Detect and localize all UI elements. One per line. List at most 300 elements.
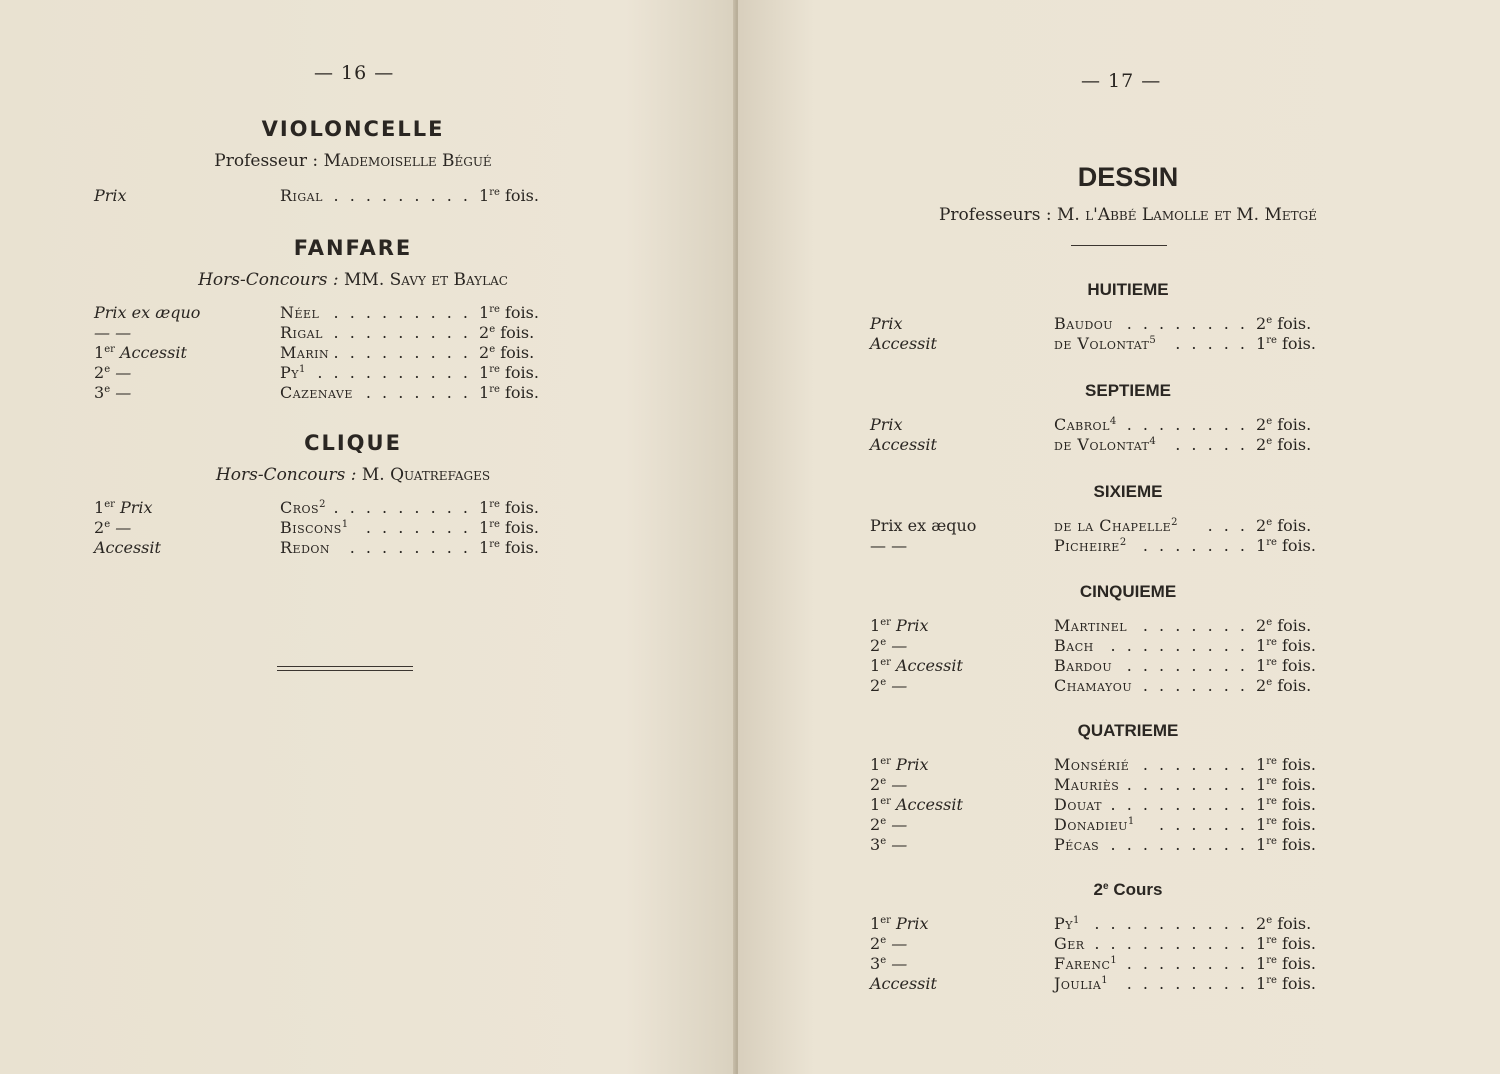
heading-fanfare: FANFARE bbox=[293, 236, 413, 260]
times-word: fois. bbox=[1281, 334, 1316, 353]
student-name-text: Martinel bbox=[1054, 616, 1128, 635]
times-suffix: re bbox=[1266, 975, 1277, 986]
award-row bbox=[94, 538, 554, 558]
award-row bbox=[870, 616, 1330, 636]
award-row bbox=[870, 536, 1330, 556]
student-footnote: 4 bbox=[1149, 436, 1157, 447]
award-row bbox=[870, 974, 1330, 994]
right-page bbox=[738, 0, 1500, 1074]
professor-label: Professeur : bbox=[214, 151, 319, 171]
times-suffix: re bbox=[1266, 335, 1277, 346]
times-suffix: e bbox=[489, 324, 496, 335]
award-label-text: — bbox=[891, 815, 908, 834]
award-rank-suffix: er bbox=[880, 756, 891, 767]
times-suffix: re bbox=[1266, 657, 1277, 668]
student-name bbox=[280, 518, 349, 537]
times-count bbox=[1256, 676, 1311, 695]
divider-rule-lower bbox=[277, 670, 413, 671]
award-label bbox=[870, 755, 929, 774]
times-word: fois. bbox=[1281, 656, 1316, 675]
student-name bbox=[1054, 775, 1119, 794]
times-word: fois. bbox=[504, 498, 539, 517]
award-label-text: — bbox=[115, 518, 132, 537]
times-word: fois. bbox=[1281, 536, 1316, 555]
leader-dots: . . . . . bbox=[1175, 435, 1248, 454]
heading-dessin: DESSIN bbox=[1077, 162, 1179, 192]
clique-hors-concours bbox=[120, 465, 586, 485]
heading-text: SIXIEME bbox=[1093, 482, 1163, 501]
times-count bbox=[479, 323, 534, 342]
student-name-text: Mauriès bbox=[1054, 775, 1120, 794]
award-row bbox=[870, 334, 1330, 354]
student-footnote: 4 bbox=[1109, 416, 1117, 427]
student-name-text: Biscons bbox=[280, 518, 342, 537]
times-count bbox=[479, 498, 539, 517]
times-word: fois. bbox=[1277, 914, 1312, 933]
student-name bbox=[1054, 516, 1178, 535]
times-number: 1 bbox=[1256, 934, 1267, 953]
student-name bbox=[280, 186, 323, 205]
student-name bbox=[1054, 656, 1112, 675]
award-rank-suffix: e bbox=[880, 935, 887, 946]
heading-text: QUATRIEME bbox=[1077, 721, 1179, 740]
student-name bbox=[1054, 435, 1156, 454]
award-label-text: Accessit bbox=[870, 974, 937, 993]
times-number: 1 bbox=[1256, 775, 1267, 794]
award-row bbox=[94, 383, 554, 403]
section-heading bbox=[968, 721, 1288, 741]
award-label bbox=[870, 795, 963, 814]
heading-number: 2 bbox=[1093, 880, 1104, 899]
section-heading bbox=[968, 280, 1288, 300]
times-count bbox=[479, 538, 539, 557]
award-rank-number: 1 bbox=[870, 656, 881, 675]
student-name bbox=[1054, 334, 1156, 353]
student-name bbox=[1054, 314, 1113, 333]
award-row bbox=[870, 415, 1330, 435]
times-count bbox=[1256, 516, 1311, 535]
times-suffix: re bbox=[489, 304, 500, 315]
student-name bbox=[280, 323, 323, 342]
times-word: fois. bbox=[1281, 636, 1316, 655]
times-number: 1 bbox=[1256, 835, 1267, 854]
award-label bbox=[870, 775, 907, 794]
student-name bbox=[280, 363, 306, 382]
times-count bbox=[1256, 314, 1311, 333]
award-label bbox=[870, 616, 929, 635]
award-rank-number: 1 bbox=[94, 498, 105, 517]
award-row bbox=[870, 676, 1330, 696]
hors-concours-label: Hors-Concours : bbox=[198, 270, 339, 290]
award-rank-suffix: e bbox=[880, 677, 887, 688]
times-number: 2 bbox=[479, 323, 490, 342]
times-suffix: re bbox=[489, 364, 500, 375]
student-name-text: Baudou bbox=[1054, 314, 1114, 333]
section-heading bbox=[968, 482, 1288, 502]
divider-rule-upper bbox=[277, 666, 413, 667]
award-rank-number: 2 bbox=[94, 363, 105, 382]
award-row bbox=[870, 815, 1330, 835]
student-name-text: de Volontat bbox=[1054, 334, 1150, 353]
hors-concours-names: M. Quatrefages bbox=[361, 465, 491, 485]
times-word: fois. bbox=[1277, 435, 1312, 454]
award-rank-suffix: e bbox=[880, 955, 887, 966]
times-count bbox=[479, 383, 539, 402]
award-label bbox=[94, 363, 131, 382]
leader-dots: . . . . . . . . . bbox=[1110, 835, 1248, 854]
dessin-professors bbox=[888, 205, 1368, 225]
award-rank-number: 3 bbox=[870, 954, 881, 973]
times-suffix: e bbox=[1266, 416, 1273, 427]
award-rank-suffix: er bbox=[880, 915, 891, 926]
student-name-text: Pécas bbox=[1054, 835, 1100, 854]
leader-dots: . . . . . . . . . . bbox=[317, 363, 471, 382]
award-row bbox=[870, 934, 1330, 954]
leader-dots: . . . . . . . . . bbox=[333, 343, 471, 362]
leader-dots: . . . . . . . . bbox=[1126, 974, 1248, 993]
student-name-text: Redon bbox=[280, 538, 331, 557]
times-suffix: re bbox=[489, 499, 500, 510]
times-number: 2 bbox=[1256, 676, 1267, 695]
times-suffix: re bbox=[1266, 836, 1277, 847]
student-footnote: 5 bbox=[1149, 335, 1157, 346]
award-label-text: — bbox=[891, 775, 908, 794]
award-row bbox=[94, 343, 554, 363]
award-rank-suffix: e bbox=[104, 364, 111, 375]
student-name-text: Chamayou bbox=[1054, 676, 1133, 695]
award-label-text: Prix bbox=[870, 415, 903, 434]
award-label bbox=[870, 954, 907, 973]
award-row bbox=[870, 656, 1330, 676]
times-word: fois. bbox=[1277, 676, 1312, 695]
award-row bbox=[870, 755, 1330, 775]
award-label bbox=[870, 636, 907, 655]
leader-dots: . . . . . . . . . bbox=[1110, 636, 1248, 655]
award-row bbox=[870, 314, 1330, 334]
award-row bbox=[870, 835, 1330, 855]
student-name bbox=[1054, 795, 1102, 814]
award-row bbox=[870, 795, 1330, 815]
award-rank-number: 1 bbox=[870, 616, 881, 635]
times-suffix: e bbox=[1266, 617, 1273, 628]
student-name bbox=[280, 303, 319, 322]
student-name-text: Farenc bbox=[1054, 954, 1111, 973]
award-rank-suffix: e bbox=[104, 519, 111, 530]
award-rank-number: 2 bbox=[870, 815, 881, 834]
award-row bbox=[870, 914, 1330, 934]
award-row bbox=[94, 518, 554, 538]
award-rank-suffix: er bbox=[880, 657, 891, 668]
award-label-text: Prix bbox=[895, 616, 929, 635]
award-label-text: Prix ex æquo bbox=[870, 516, 977, 535]
student-name bbox=[1054, 914, 1080, 933]
award-label-text: — bbox=[115, 383, 132, 402]
student-name-text: Rigal bbox=[280, 323, 323, 342]
award-rank-suffix: e bbox=[880, 836, 887, 847]
leader-dots: . . . . . . . . bbox=[1126, 775, 1248, 794]
times-count bbox=[479, 343, 534, 362]
times-count bbox=[1256, 795, 1316, 814]
times-suffix: re bbox=[1266, 537, 1277, 548]
section-heading bbox=[968, 880, 1288, 900]
times-count bbox=[1256, 815, 1316, 834]
student-name-text: Donadieu bbox=[1054, 815, 1128, 834]
student-name-text: Py bbox=[280, 363, 300, 382]
student-name-text: Py bbox=[1054, 914, 1074, 933]
student-name bbox=[280, 383, 353, 402]
times-suffix: re bbox=[1266, 776, 1277, 787]
award-label bbox=[94, 323, 131, 342]
times-number: 1 bbox=[479, 383, 490, 402]
award-label bbox=[870, 415, 903, 434]
student-footnote: 2 bbox=[319, 499, 326, 510]
student-footnote: 2 bbox=[1119, 537, 1127, 548]
leader-dots: . . . . . . . bbox=[365, 518, 471, 537]
award-label-text: Prix ex æquo bbox=[94, 303, 201, 322]
times-word: fois. bbox=[504, 538, 539, 557]
award-label bbox=[94, 303, 200, 322]
student-name bbox=[1054, 934, 1085, 953]
award-rank-number: 2 bbox=[94, 518, 105, 537]
leader-dots: . . . . . . . . bbox=[1126, 314, 1248, 333]
times-word: fois. bbox=[504, 383, 539, 402]
student-name-text: Cazenave bbox=[280, 383, 353, 402]
times-word: fois. bbox=[1281, 835, 1316, 854]
section-heading bbox=[968, 381, 1288, 401]
student-name-text: Marin bbox=[280, 343, 330, 362]
times-word: fois. bbox=[504, 518, 539, 537]
leader-dots: . . . . . . . . bbox=[1126, 415, 1248, 434]
student-name-text: Néel bbox=[280, 303, 320, 322]
page-number-16: — 16 — bbox=[314, 62, 395, 84]
times-count bbox=[1256, 835, 1316, 854]
award-label bbox=[870, 815, 907, 834]
times-count bbox=[1256, 755, 1316, 774]
student-name-text: de Volontat bbox=[1054, 435, 1150, 454]
heading-violoncelle: VIOLONCELLE bbox=[261, 117, 445, 141]
student-name-text: Joulia bbox=[1054, 974, 1102, 993]
leader-dots: . . . . . bbox=[1175, 334, 1248, 353]
award-label-text: — bbox=[115, 363, 132, 382]
times-number: 1 bbox=[479, 186, 490, 205]
student-name bbox=[1054, 415, 1117, 434]
times-number: 2 bbox=[479, 343, 490, 362]
award-label bbox=[870, 974, 937, 993]
times-word: fois. bbox=[1281, 775, 1316, 794]
leader-dots: . . . . . . . . bbox=[1126, 656, 1248, 675]
times-word: fois. bbox=[500, 323, 535, 342]
times-suffix: e bbox=[489, 344, 496, 355]
award-label-text: — bbox=[891, 934, 908, 953]
times-number: 1 bbox=[479, 498, 490, 517]
leader-dots: . . . . . . . . . bbox=[333, 303, 471, 322]
award-label-text: Prix bbox=[895, 914, 929, 933]
leader-dots: . . . . . . . bbox=[1142, 755, 1248, 774]
award-label-text: Accessit bbox=[895, 656, 963, 675]
leader-dots: . . . . . . . bbox=[365, 383, 471, 402]
award-label-text: — bbox=[891, 636, 908, 655]
award-label-text: Prix bbox=[94, 186, 127, 205]
student-name bbox=[1054, 835, 1099, 854]
times-count bbox=[479, 186, 539, 205]
times-word: fois. bbox=[1281, 755, 1316, 774]
award-label bbox=[870, 334, 937, 353]
professors-names: M. l'Abbé Lamolle et M. Metgé bbox=[1056, 205, 1317, 225]
times-word: fois. bbox=[504, 303, 539, 322]
leader-dots: . . . . . . . . . . bbox=[1094, 934, 1248, 953]
section-heading bbox=[968, 582, 1288, 602]
times-suffix: e bbox=[1266, 677, 1273, 688]
student-name bbox=[280, 343, 329, 362]
times-count bbox=[1256, 616, 1311, 635]
times-suffix: e bbox=[1266, 915, 1273, 926]
leader-dots: . . . . . . . . bbox=[349, 538, 471, 557]
times-word: fois. bbox=[500, 343, 535, 362]
times-count bbox=[1256, 334, 1316, 353]
student-name bbox=[1054, 755, 1129, 774]
award-rank-number: 2 bbox=[870, 676, 881, 695]
award-rank-suffix: er bbox=[880, 796, 891, 807]
times-count bbox=[1256, 636, 1316, 655]
student-footnote: 1 bbox=[1127, 816, 1135, 827]
student-name bbox=[1054, 536, 1127, 555]
times-number: 2 bbox=[1256, 914, 1267, 933]
award-label bbox=[94, 343, 187, 362]
professors-label: Professeurs : bbox=[938, 205, 1052, 225]
award-label bbox=[870, 676, 907, 695]
student-name-text: Douat bbox=[1054, 795, 1102, 814]
award-row bbox=[94, 186, 554, 206]
times-number: 1 bbox=[479, 518, 490, 537]
times-number: 1 bbox=[1256, 815, 1267, 834]
times-suffix: re bbox=[1266, 935, 1277, 946]
times-count bbox=[1256, 435, 1311, 454]
times-count bbox=[1256, 954, 1316, 973]
heading-suffix: e bbox=[1103, 881, 1109, 892]
student-name bbox=[1054, 676, 1132, 695]
student-name-text: Bardou bbox=[1054, 656, 1113, 675]
award-rank-suffix: er bbox=[880, 617, 891, 628]
student-name-text: Ger bbox=[1054, 934, 1085, 953]
award-rank-number: 2 bbox=[870, 636, 881, 655]
heading-text: SEPTIEME bbox=[1085, 381, 1171, 400]
student-name bbox=[1054, 815, 1135, 834]
leader-dots: . . . . . . . bbox=[1142, 616, 1248, 635]
times-suffix: re bbox=[489, 187, 500, 198]
award-label bbox=[870, 934, 907, 953]
student-footnote: 2 bbox=[1171, 517, 1178, 528]
times-number: 1 bbox=[1256, 954, 1267, 973]
leader-dots: . . . . . . . . . bbox=[333, 323, 471, 342]
heading-text: CINQUIEME bbox=[1079, 582, 1177, 601]
times-word: fois. bbox=[504, 186, 539, 205]
times-number: 2 bbox=[1256, 616, 1267, 635]
times-suffix: re bbox=[489, 539, 500, 550]
times-number: 1 bbox=[1256, 974, 1267, 993]
award-label-text: Prix bbox=[895, 755, 929, 774]
times-number: 1 bbox=[1256, 636, 1267, 655]
award-rank-number: 3 bbox=[870, 835, 881, 854]
award-rank-suffix: er bbox=[104, 344, 115, 355]
times-suffix: re bbox=[1266, 756, 1277, 767]
student-name bbox=[280, 498, 326, 517]
award-row bbox=[94, 498, 554, 518]
award-label bbox=[870, 835, 907, 854]
award-rank-suffix: e bbox=[104, 384, 111, 395]
violoncelle-professor bbox=[120, 151, 586, 171]
times-number: 1 bbox=[1256, 334, 1267, 353]
student-name bbox=[1054, 636, 1094, 655]
student-name-text: Monsérié bbox=[1054, 755, 1130, 774]
award-label-text: Prix bbox=[119, 498, 153, 517]
student-name-text: Picheire bbox=[1054, 536, 1120, 555]
hors-concours-names: MM. Savy et Baylac bbox=[344, 270, 508, 290]
award-label bbox=[94, 383, 131, 402]
award-label bbox=[870, 536, 907, 555]
times-number: 1 bbox=[1256, 795, 1267, 814]
page-number-17: — 17 — bbox=[1081, 70, 1162, 92]
award-rank-number: 1 bbox=[870, 795, 881, 814]
times-count bbox=[479, 363, 539, 382]
award-label bbox=[94, 186, 127, 205]
award-label bbox=[94, 498, 153, 517]
award-label bbox=[870, 435, 937, 454]
times-word: fois. bbox=[1277, 415, 1312, 434]
award-label bbox=[94, 518, 131, 537]
times-number: 1 bbox=[1256, 755, 1267, 774]
student-name bbox=[1054, 974, 1108, 993]
times-word: fois. bbox=[1281, 815, 1316, 834]
award-row bbox=[870, 435, 1330, 455]
student-name-text: Rigal bbox=[280, 186, 323, 205]
student-footnote: 1 bbox=[1073, 915, 1080, 926]
left-page bbox=[0, 0, 736, 1074]
leader-dots: . . . . . . . bbox=[1142, 676, 1248, 695]
heading-clique: CLIQUE bbox=[304, 431, 402, 455]
award-row bbox=[870, 954, 1330, 974]
times-suffix: e bbox=[1266, 315, 1273, 326]
award-row bbox=[870, 516, 1330, 536]
student-name bbox=[1054, 954, 1117, 973]
times-suffix: re bbox=[489, 519, 500, 530]
fanfare-hors-concours bbox=[120, 270, 586, 290]
award-label bbox=[94, 538, 161, 557]
times-word: fois. bbox=[1277, 616, 1312, 635]
times-number: 1 bbox=[479, 363, 490, 382]
times-suffix: e bbox=[1266, 517, 1273, 528]
student-footnote: 1 bbox=[1110, 955, 1118, 966]
times-word: fois. bbox=[504, 363, 539, 382]
leader-dots: . . . bbox=[1207, 516, 1248, 535]
award-rank-suffix: e bbox=[880, 816, 887, 827]
award-rank-number: 1 bbox=[870, 755, 881, 774]
award-label-text: Accessit bbox=[94, 538, 161, 557]
times-word: fois. bbox=[1277, 516, 1312, 535]
leader-dots: . . . . . . . . . . bbox=[1094, 914, 1248, 933]
times-count bbox=[1256, 914, 1311, 933]
leader-dots: . . . . . . . . . bbox=[333, 186, 471, 205]
award-label bbox=[870, 914, 929, 933]
award-label bbox=[870, 656, 963, 675]
times-suffix: re bbox=[489, 384, 500, 395]
student-name bbox=[1054, 616, 1127, 635]
award-row bbox=[94, 323, 554, 343]
award-label bbox=[870, 314, 903, 333]
award-rank-suffix: e bbox=[880, 637, 887, 648]
award-rank-suffix: er bbox=[104, 499, 115, 510]
times-count bbox=[1256, 775, 1316, 794]
times-word: fois. bbox=[1277, 314, 1312, 333]
